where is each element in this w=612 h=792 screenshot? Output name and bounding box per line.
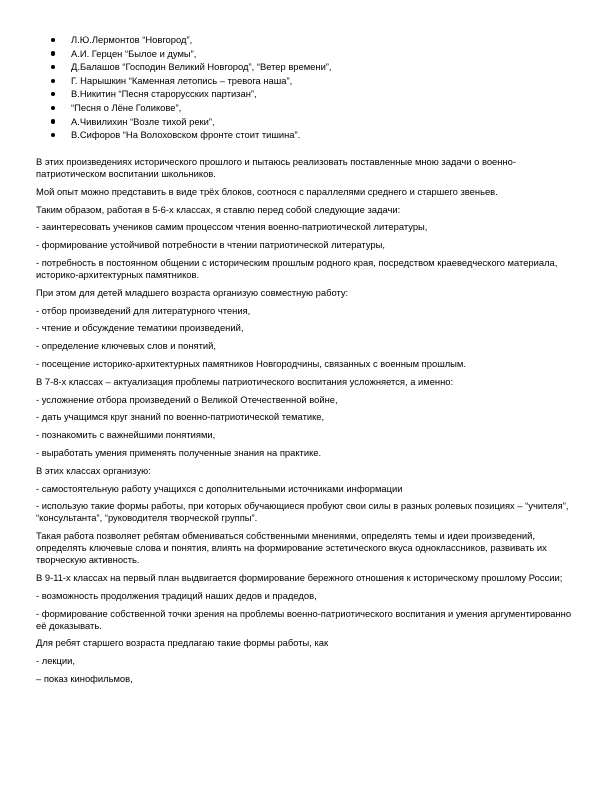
paragraph: В 7-8-х классах – актуализация проблемы патриотического воспитания усложняется, а именно: <box>36 375 454 387</box>
paragraph: – показ кинофильмов, <box>36 672 133 684</box>
paragraph: - возможность продолжения традиций наших дедов и прадедов, <box>36 589 317 601</box>
paragraph: - лекции, <box>36 655 75 667</box>
paragraph: Мой опыт можно представить в виде трёх блоков, соотнося с параллелями среднего и старшего звеньев. <box>36 185 498 197</box>
paragraph: - использую такие формы работы, при которых обучающиеся пробуют свои силы в разных ролевых позициях – “учителя”, “консультанта”, “руководителя творческой группы”. <box>36 500 569 524</box>
bullet-item: В.Сифоров “На Волоховском фронте стоит тишина”. <box>51 128 332 142</box>
paragraph: При этом для детей младшего возраста организую совместную работу: <box>36 286 349 298</box>
paragraph: - определение ключевых слов и понятий, <box>36 340 216 352</box>
paragraph: В этих классах организую: <box>36 464 151 476</box>
paragraph: Для ребят старшего возраста предлагаю такие формы работы, как <box>36 637 329 649</box>
bullet-item: Л.Ю.Лермонтов “Новгород”, <box>51 33 332 47</box>
paragraph: - заинтересовать учеников самим процессом чтения военно-патриотической литературы, <box>36 221 428 233</box>
paragraph: - дать учащимся круг знаний по военно-патриотической тематике, <box>36 411 325 423</box>
paragraph: - посещение историко-архитектурных памятников Новгородчины, связанных с военным прошлым. <box>36 357 466 369</box>
paragraph: - отбор произведений для литературного чтения, <box>36 304 251 316</box>
bullet-item: Г. Нарышкин “Каменная летопись – тревога наша”, <box>51 74 332 88</box>
paragraph: Такая работа позволяет ребятам обмениваться собственными мнениями, определять темы и идеи произведений, определять ключевые слова и понятия, влиять на формирование эстетического вкуса одноклассников, развивать их творческую активность. <box>36 530 547 566</box>
paragraph: Таким образом, работая в 5-6-х классах, я ставлю перед собой следующие задачи: <box>36 203 401 215</box>
bullet-item: В.Никитин “Песня старорусских партизан”, <box>51 87 332 101</box>
paragraph: - усложнение отбора произведений о Великой Отечественной войне, <box>36 393 338 405</box>
paragraph: - чтение и обсуждение тематики произведений, <box>36 322 244 334</box>
paragraph: - самостоятельную работу учащихся с дополнительными источниками информации <box>36 482 403 494</box>
bullet-item: А.И. Герцен “Былое и думы”, <box>51 47 332 61</box>
paragraph: - формирование устойчивой потребности в чтении патриотической литературы, <box>36 239 385 251</box>
paragraph: - потребность в постоянном общении с историческим прошлым родного края, посредством краеведческого материала, историко-архитектурных памятников. <box>36 256 558 280</box>
paragraph: - познакомить с важнейшими понятиями, <box>36 429 216 441</box>
paragraph: - выработать умения применять полученные знания на практике. <box>36 446 322 458</box>
document-body <box>36 156 581 691</box>
bullet-item: “Песня о Лёне Голикове”, <box>51 101 332 115</box>
paragraph: - формирование собственной точки зрения на проблемы военно-патриотического воспитания и умения аргументированно её доказывать. <box>36 607 572 631</box>
paragraph: В этих произведениях исторического прошлого и пытаюсь реализовать поставленные мною задачи о военно-патриотическом воспитании школьников. <box>36 156 516 179</box>
paragraph: В 9-11-х классах на первый план выдвигается формирование бережного отношения к историческому прошлому России; <box>36 571 563 583</box>
literature-bullet-list <box>51 33 332 142</box>
bullet-item: А.Чивилихин “Возле тихой реки”, <box>51 115 332 129</box>
bullet-item: Д.Балашов “Господин Великий Новгород”, “Ветер времени”, <box>51 60 332 74</box>
